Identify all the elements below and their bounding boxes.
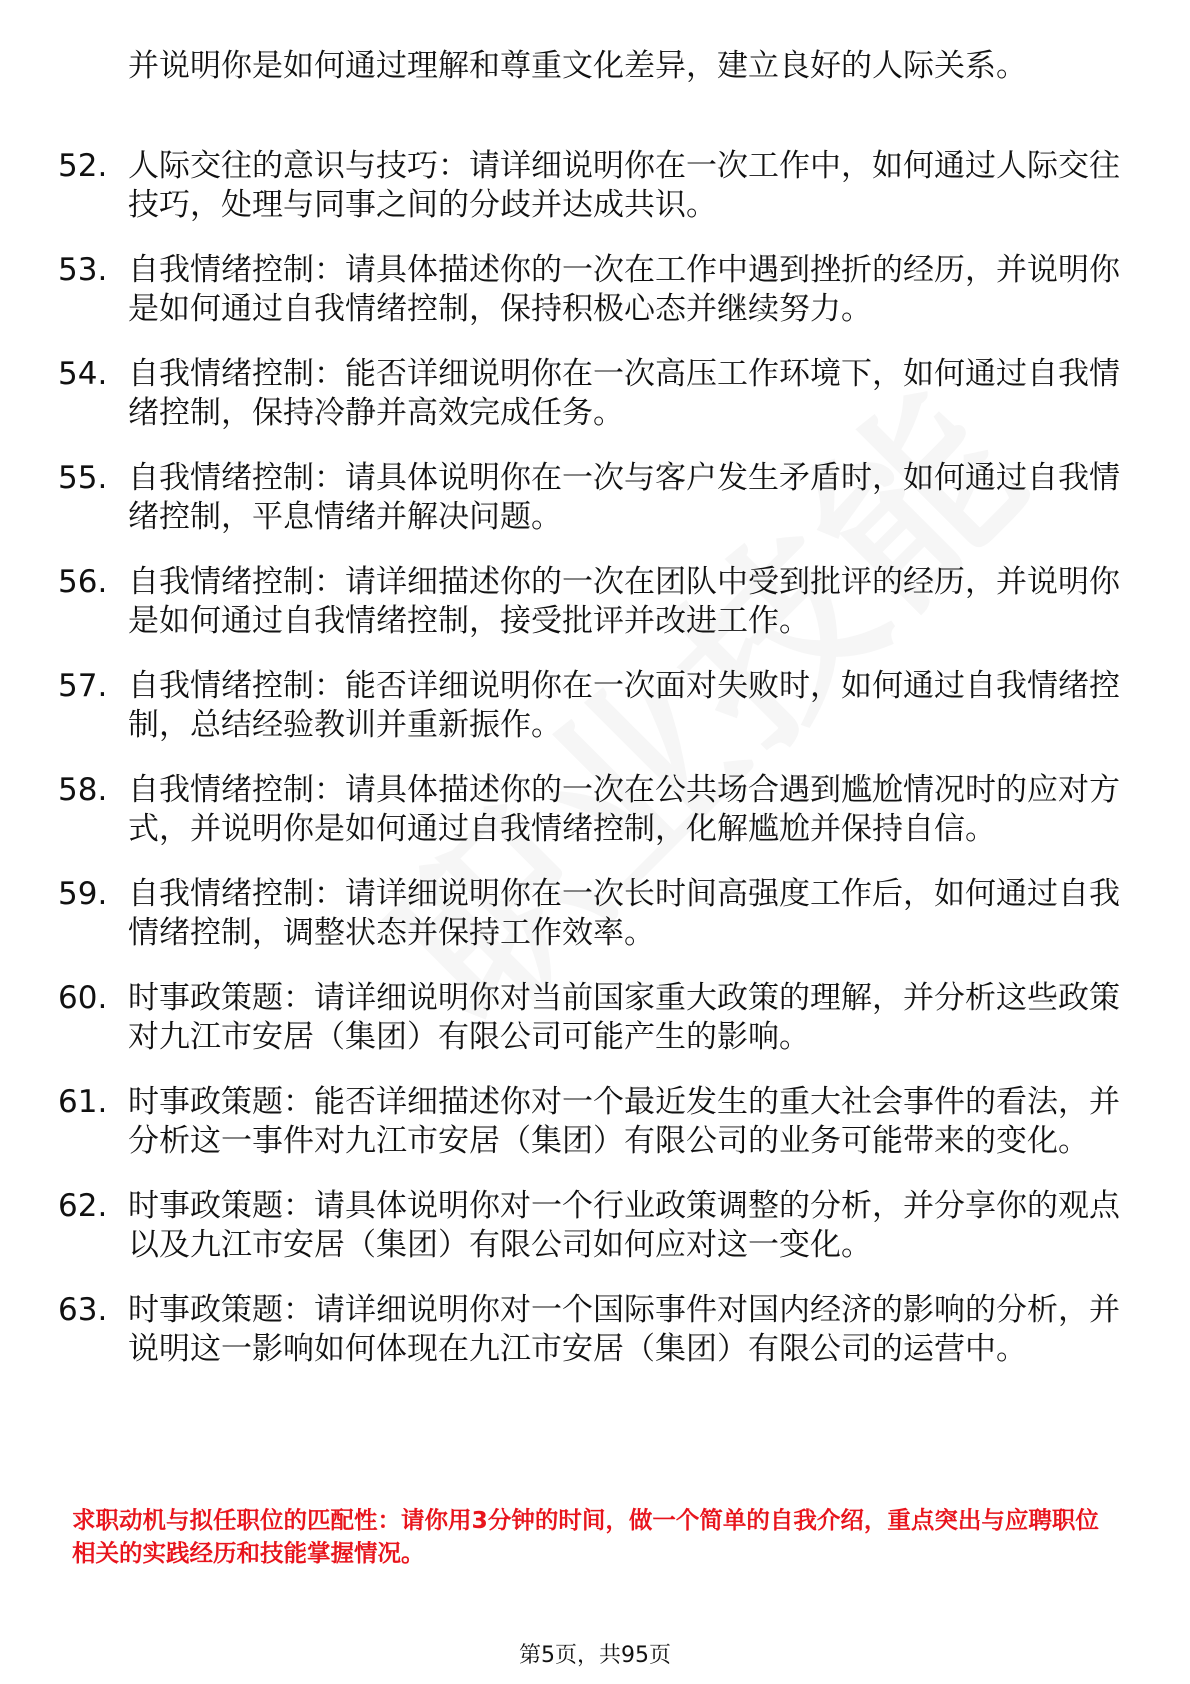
- question-text: 时事政策题：请详细说明你对当前国家重大政策的理解，并分析这些政策对九江市安居（集团）有限公司可能产生的影响。: [128, 980, 1120, 1055]
- question-text: 人际交往的意识与技巧：请详细说明你在一次工作中，如何通过人际交往技巧，处理与同事之间的分歧并达成共识。: [128, 148, 1120, 223]
- highlight-question: 求职动机与拟任职位的匹配性：请你用3分钟的时间，做一个简单的自我介绍，重点突出与应聘职位相关的实践经历和技能掌握情况。: [72, 1506, 1099, 1567]
- question-text: 自我情绪控制：请具体描述你的一次在公共场合遇到尴尬情况时的应对方式，并说明你是如何通过自我情绪控制，化解尴尬并保持自信。: [128, 772, 1120, 847]
- question-number: 59.: [58, 876, 108, 912]
- question-number: 57.: [58, 668, 108, 704]
- question-text: 自我情绪控制：请具体描述你的一次在工作中遇到挫折的经历，并说明你是如何通过自我情绪控制，保持积极心态并继续努力。: [128, 252, 1120, 327]
- question-text: 时事政策题：请具体说明你对一个行业政策调整的分析，并分享你的观点以及九江市安居（集团）有限公司如何应对这一变化。: [128, 1188, 1120, 1263]
- question-number: 53.: [58, 252, 108, 288]
- question-item: [58, 147, 1128, 225]
- continuation-text: 并说明你是如何通过理解和尊重文化差异，建立良好的人际关系。: [128, 48, 1027, 84]
- question-text: 自我情绪控制：能否详细说明你在一次面对失败时，如何通过自我情绪控制，总结经验教训并重新振作。: [128, 668, 1120, 743]
- question-text: 自我情绪控制：请详细说明你在一次长时间高强度工作后，如何通过自我情绪控制，调整状态并保持工作效率。: [128, 876, 1120, 951]
- question-number: 58.: [58, 772, 108, 808]
- question-number: 62.: [58, 1188, 108, 1224]
- question-number: 52.: [58, 148, 108, 184]
- page-number: 第5页，共95页: [519, 1643, 671, 1668]
- question-item: [58, 459, 1128, 537]
- question-item: [58, 771, 1128, 849]
- question-number: 54.: [58, 356, 108, 392]
- question-number: 55.: [58, 460, 108, 496]
- question-item: [58, 1083, 1128, 1161]
- question-number: 60.: [58, 980, 108, 1016]
- question-number: 63.: [58, 1292, 108, 1328]
- question-text: 自我情绪控制：能否详细说明你在一次高压工作环境下，如何通过自我情绪控制，保持冷静并高效完成任务。: [128, 356, 1120, 431]
- question-item: [58, 251, 1128, 329]
- question-item: [58, 563, 1128, 641]
- question-item: [58, 667, 1128, 745]
- question-text: 时事政策题：能否详细描述你对一个最近发生的重大社会事件的看法，并分析这一事件对九江市安居（集团）有限公司的业务可能带来的变化。: [128, 1084, 1120, 1159]
- question-list: [58, 147, 1128, 1395]
- question-text: 时事政策题：请详细说明你对一个国际事件对国内经济的影响的分析，并说明这一影响如何体现在九江市安居（集团）有限公司的运营中。: [128, 1292, 1120, 1367]
- question-item: [58, 979, 1128, 1057]
- question-item: [58, 1291, 1128, 1369]
- question-number: 56.: [58, 564, 108, 600]
- question-number: 61.: [58, 1084, 108, 1120]
- question-item: [58, 1187, 1128, 1265]
- question-item: [58, 355, 1128, 433]
- question-item: [58, 875, 1128, 953]
- question-text: 自我情绪控制：请详细描述你的一次在团队中受到批评的经历，并说明你是如何通过自我情绪控制，接受批评并改进工作。: [128, 564, 1120, 639]
- question-text: 自我情绪控制：请具体说明你在一次与客户发生矛盾时，如何通过自我情绪控制，平息情绪并解决问题。: [128, 460, 1120, 535]
